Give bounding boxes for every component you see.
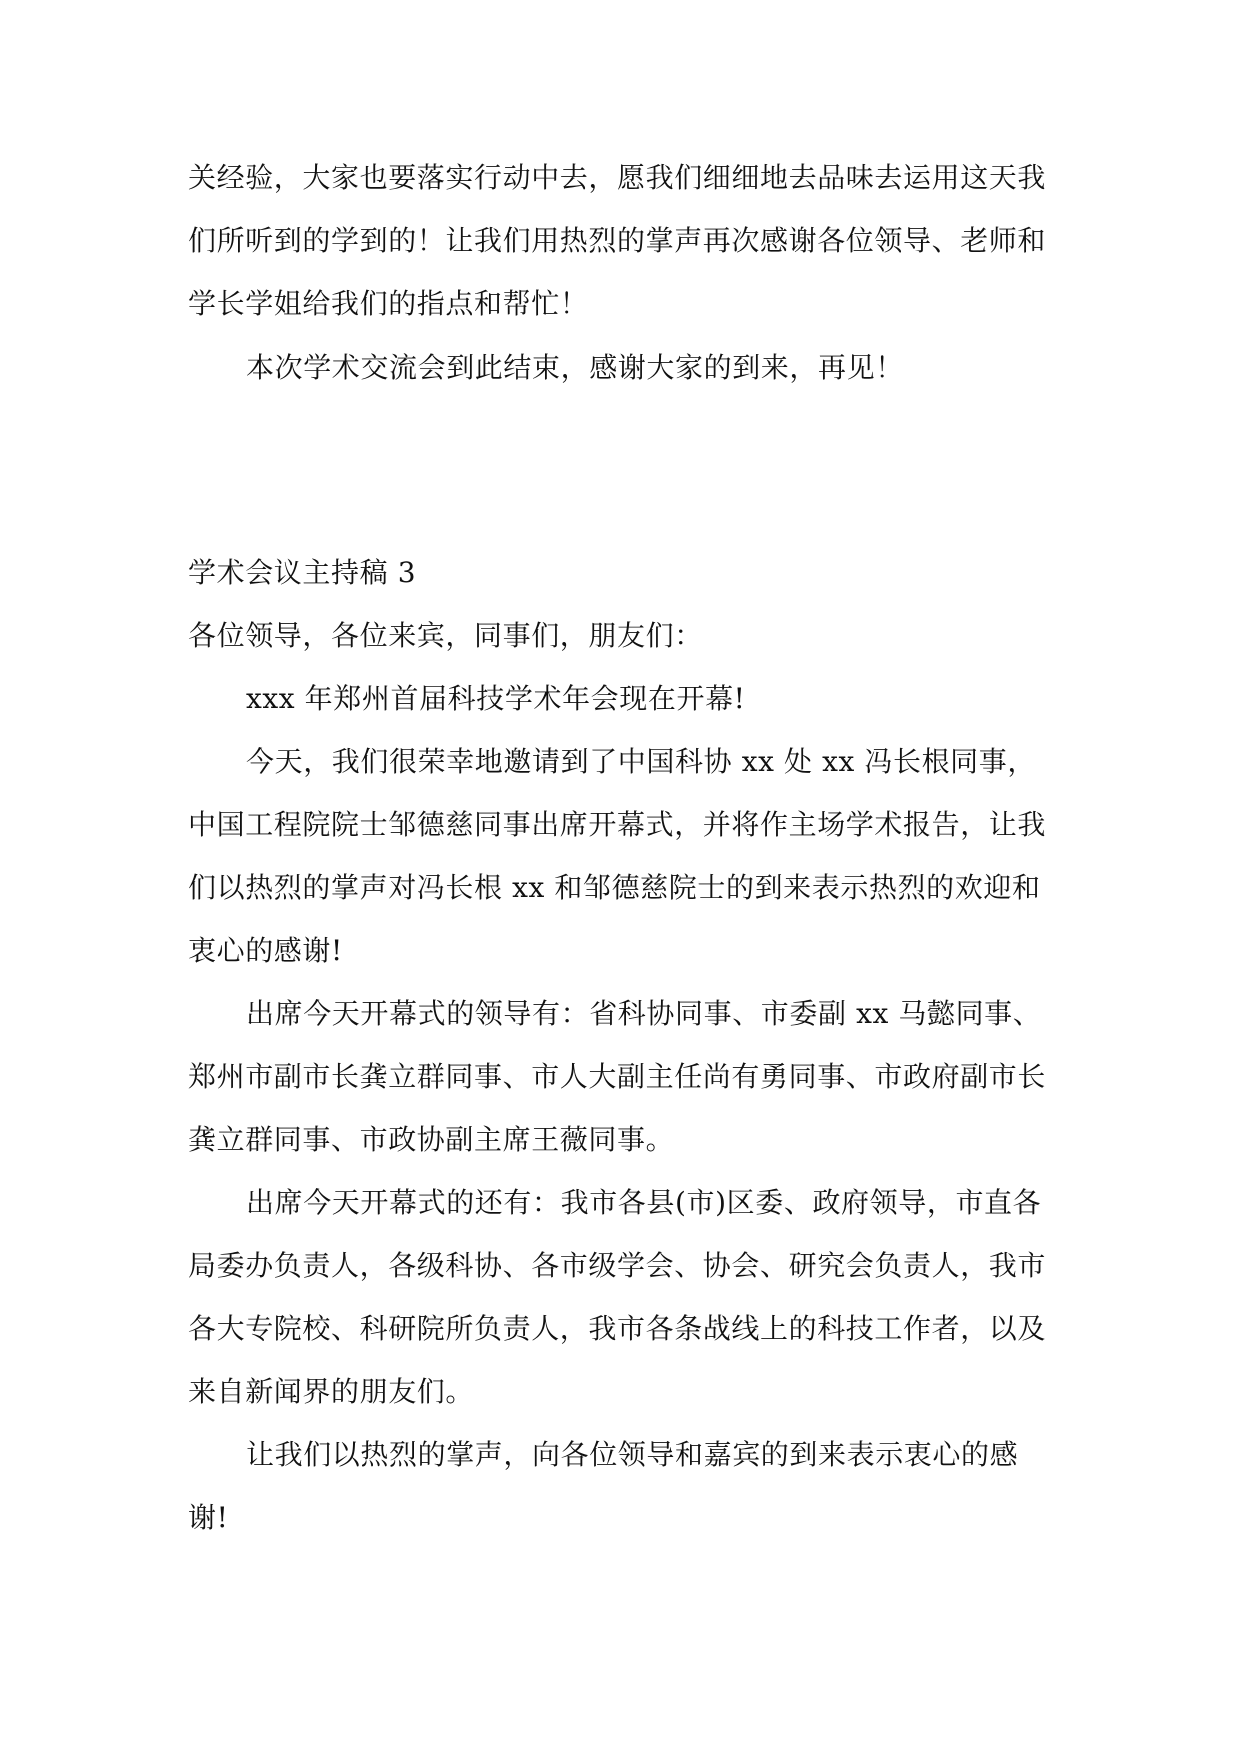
farewell-paragraph: 本次学术交流会到此结束，感谢大家的到来，再见！ [246, 351, 904, 384]
greeting-line: 各位领导，各位来宾，同事们，朋友们： [188, 619, 703, 652]
opening-declaration: xxx 年郑州首届科技学术年会现在开幕! [246, 682, 746, 715]
guests-invited-paragraph: 今天，我们很荣幸地邀请到了中国科协 xx 处 xx 冯长根同事，中国工程院院士邹德慈同事出席开幕式，并将作主场学术报告，让我们以热烈的掌声对冯长根 xx 和邹德慈院士的到来表示热烈的欢迎和衷心的感谢! [188, 745, 1047, 967]
attending-leaders-paragraph: 出席今天开幕式的领导有：省科协同事、市委副 xx 马懿同事、郑州市副市长龚立群同事、市人大副主任尚有勇同事、市政府副市长龚立群同事、市政协副主席王薇同事。 [188, 997, 1047, 1156]
closing-thanks-paragraph: 关经验，大家也要落实行动中去，愿我们细细地去品味去运用这天我们所听到的学到的！让我们用热烈的掌声再次感谢各位领导、老师和学长学姐给我们的指点和帮忙！ [188, 161, 1047, 320]
applause-paragraph: 让我们以热烈的掌声，向各位领导和嘉宾的到来表示衷心的感谢! [188, 1438, 1019, 1534]
section-title: 学术会议主持稿 3 [188, 556, 417, 589]
other-attendees-paragraph: 出席今天开幕式的还有：我市各县(市)区委、政府领导，市直各局委办负责人，各级科协、各市级学会、协会、研究会负责人，我市各大专院校、科研院所负责人，我市各条战线上的科技工作者，以及来自新闻界的朋友们。 [188, 1186, 1047, 1408]
